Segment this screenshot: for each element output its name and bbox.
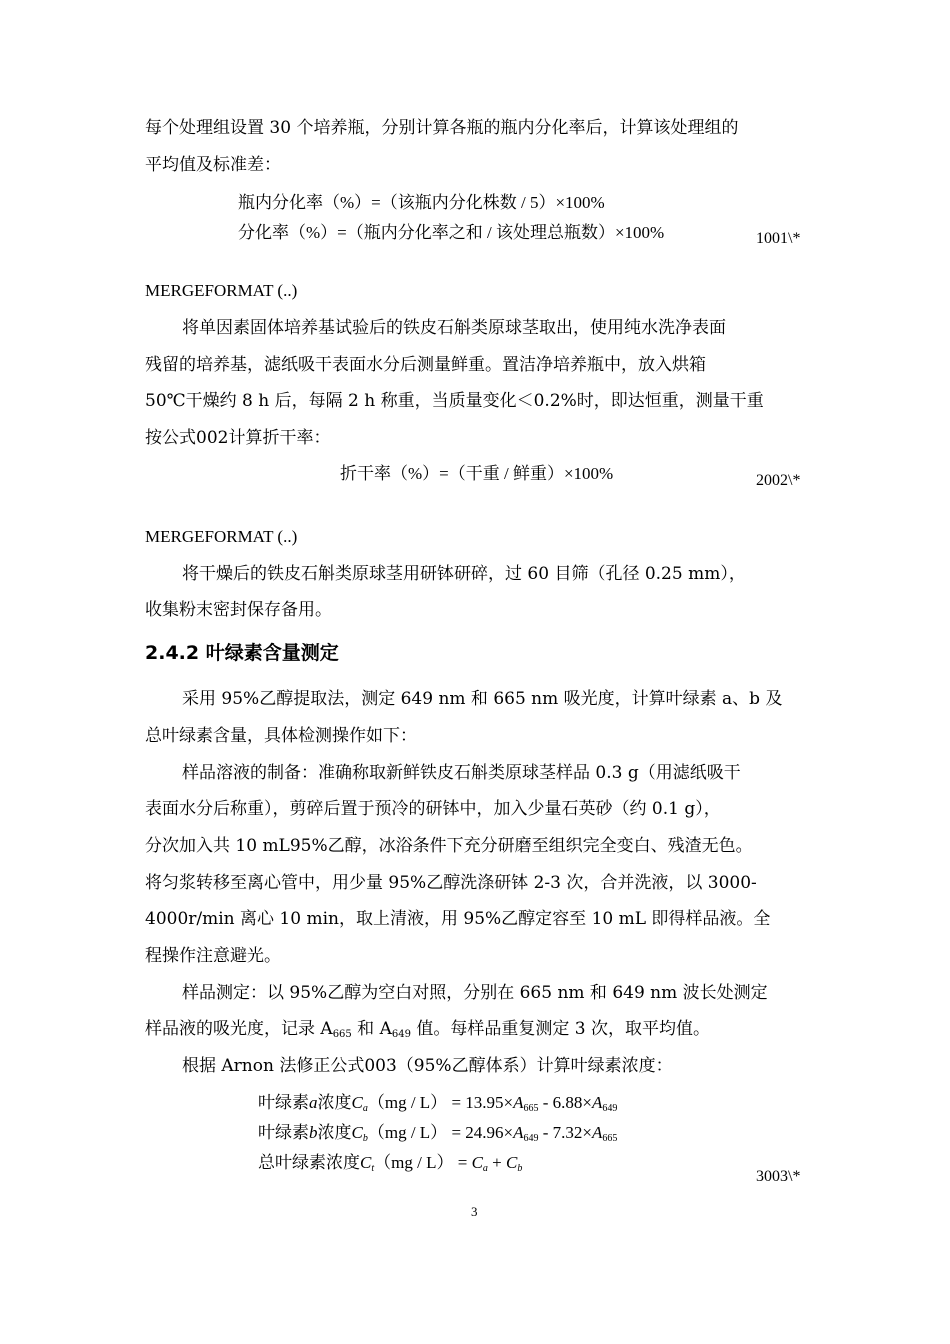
equation-1-line-2: 分化率（%）=（瓶内分化率之和 / 该处理总瓶数）×100% [238, 223, 665, 242]
paragraph-5-line-3: 分次加入共 10 mL95%乙醇，冰浴条件下充分研磨至组织完全变白、残渣无色。 [145, 836, 753, 856]
equation-1-merge: MERGEFORMAT (..) [145, 281, 298, 300]
paragraph-6-line-1: 样品测定：以 95%乙醇为空白对照，分别在 665 nm 和 649 nm 波长处测定 [182, 983, 768, 1003]
equation-1-number: 1001\* [756, 230, 801, 247]
paragraph-7-line-1: 根据 Arnon 法修正公式003（95%乙醇体系）计算叶绿素浓度： [182, 1056, 673, 1076]
paragraph-5-line-4: 将匀浆转移至离心管中，用少量 95%乙醇洗涤研钵 2-3 次，合并洗液，以 3000- [145, 873, 757, 893]
equation-2-number: 2002\* [756, 472, 801, 489]
paragraph-3-line-2: 收集粉末密封保存备用。 [145, 600, 332, 620]
paragraph-1-line-1: 每个处理组设置 30 个培养瓶，分别计算各瓶的瓶内分化率后，计算该处理组的 [145, 118, 739, 138]
paragraph-5-line-5: 4000r/min 离心 10 min，取上清液，用 95%乙醇定容至 10 mL 即得样品液。全 [145, 909, 771, 929]
paragraph-3-line-1: 将干燥后的铁皮石斛类原球茎用研钵研碎，过 60 目筛（孔径 0.25 mm）， [182, 564, 746, 584]
paragraph-6-line-2: 样品液的吸光度，记录 $A_{665}$ 和 $A_{649}$ 值。每样品重复测定 3 次，取平均值。 [145, 1019, 710, 1040]
paragraph-4-line-1: 采用 95%乙醇提取法，测定 649 nm 和 665 nm 吸光度，计算叶绿素 a、b 及 [182, 689, 783, 709]
equation-2-line-1: 折干率（%）=（干重 / 鲜重）×100% [340, 464, 614, 483]
paragraph-2-line-4: 按公式002计算折干率： [145, 428, 331, 448]
equation-3-row-1: 叶绿素a浓度$C_a(mg / L) = 13.95\times A_{665} - 6.88\times A_{649}$ [258, 1093, 618, 1114]
paragraph-5-line-1: 样品溶液的制备：准确称取新鲜铁皮石斛类原球茎样品 0.3 g（用滤纸吸干 [182, 763, 741, 783]
equation-3-row-3: 总叶绿素浓度$C_t(mg / L) = C_a + C_b$ [258, 1153, 523, 1174]
paragraph-2-line-1: 将单因素固体培养基试验后的铁皮石斛类原球茎取出，使用纯水洗净表面 [182, 318, 726, 338]
paragraph-5-line-6: 程操作注意避光。 [145, 946, 281, 966]
paragraph-5-line-2: 表面水分后称重），剪碎后置于预冷的研钵中，加入少量石英砂（约 0.1 g）， [145, 799, 721, 819]
equation-3-number: 3003\* [756, 1168, 801, 1185]
page-number: 3 [471, 1204, 478, 1219]
paragraph-2-line-2: 残留的培养基，滤纸吸干表面水分后测量鲜重。置洁净培养瓶中，放入烘箱 [145, 355, 706, 375]
paragraph-2-line-3: 50℃干燥约 8 h 后，每隔 2 h 称重，当质量变化＜0.2%时，即达恒重，测量干重 [145, 391, 764, 411]
paragraph-1-line-2: 平均值及标准差： [145, 155, 281, 175]
equation-2-merge: MERGEFORMAT (..) [145, 527, 298, 546]
paragraph-4-line-2: 总叶绿素含量，具体检测操作如下： [145, 726, 417, 746]
equation-3-row-2: 叶绿素b浓度$C_b(mg / L) = 24.96\times A_{649} - 7.32\times A_{665}$ [258, 1123, 618, 1144]
section-heading: 2.4.2 叶绿素含量测定 [145, 642, 339, 664]
equation-1-line-1: 瓶内分化率（%）=（该瓶内分化株数 / 5）×100% [238, 193, 605, 212]
